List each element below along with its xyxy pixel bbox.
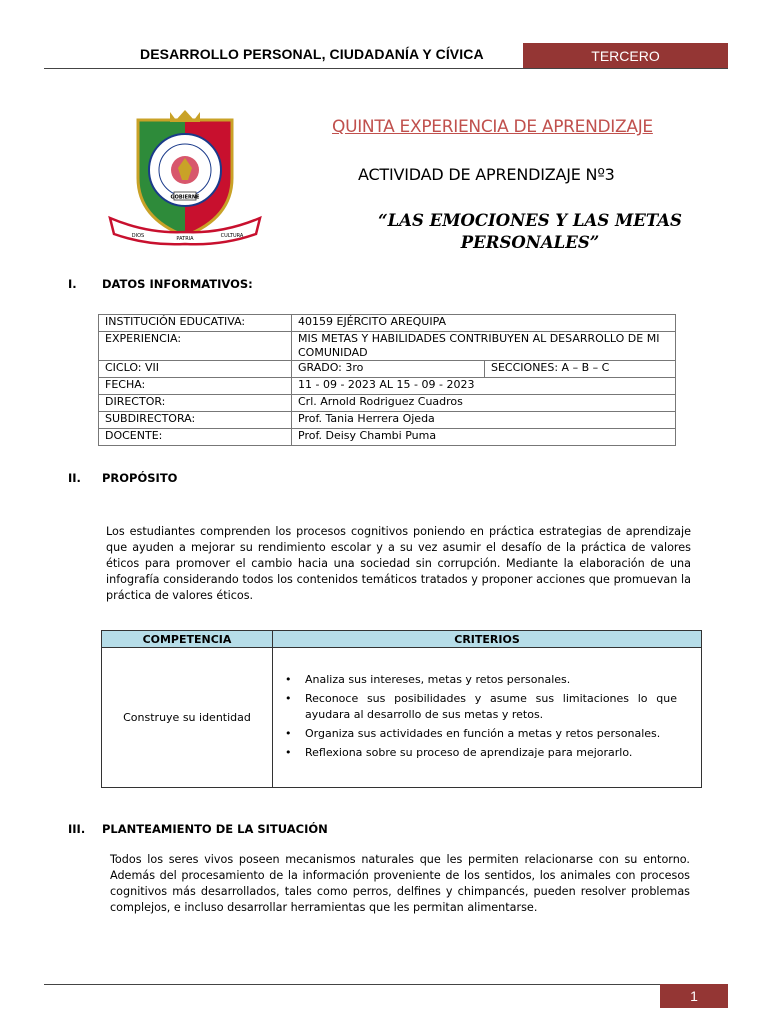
ribbon-word-3: CULTURA: [220, 233, 244, 239]
footer-divider: [44, 984, 664, 985]
purpose-paragraph: Los estudiantes comprenden los procesos cognitivos poniendo en práctica estrategias de aprendizaje que ayuden a mejorar su rendimiento escolar y a su vez asumir el desafío de la práctica de valores éticos para promover el cambio hacia una sociedad sin corrupción. Mediante la elaboración de una infografía considerando todos los contenidos temáticos tratados y proponer acciones que promuevan la práctica de valores éticos.: [106, 525, 691, 602]
label-cell: SUBDIRECTORA:: [99, 412, 292, 429]
section-1-number: I.: [68, 277, 77, 291]
list-item: • Organiza sus actividades en función a metas y retos personales.: [285, 726, 677, 742]
label-cell: EXPERIENCIA:: [99, 332, 292, 361]
criteria-cell: [273, 648, 702, 788]
experience-title: QUINTA EXPERIENCIA DE APRENDIZAJE: [332, 117, 653, 137]
competency-table: [101, 630, 702, 788]
value-cell: Prof. Deisy Chambi Puma: [292, 429, 676, 446]
table-header-row: [102, 631, 702, 648]
table-row: [99, 412, 676, 429]
section-3-heading: PLANTEAMIENTO DE LA SITUACIÓN: [102, 822, 328, 836]
ribbon-word-1: DIOS: [131, 233, 145, 239]
value-cell: 11 - 09 - 2023 AL 15 - 09 - 2023: [292, 378, 676, 395]
situation-paragraph: Todos los seres vivos poseen mecanismos naturales que les permiten relacionarse con su entorno. Además del procesamiento de la información proveniente de los sentidos, los animales con procesos cognitivos más desarrollados, tales como perros, delfines y chimpancés, pueden resolver problemas complejos, e incluso desarrollar herramientas que les permitan alimentarse.: [110, 853, 690, 914]
table-row: [99, 378, 676, 395]
competency-cell: Construye su identidad: [102, 648, 273, 788]
list-item: • Reconoce sus posibilidades y asume sus limitaciones lo que ayudara al desarrollo de sus metas y retos.: [285, 691, 677, 723]
table-row: [99, 361, 676, 378]
school-crest-logo: [108, 108, 262, 246]
table-row: [102, 648, 702, 788]
label-cell: INSTITUCIÓN EDUCATIVA:: [99, 315, 292, 332]
column-header: CRITERIOS: [273, 631, 702, 648]
table-row: [99, 315, 676, 332]
ribbon-word-2: PATRIA: [176, 236, 194, 242]
informative-data-table: [98, 314, 676, 446]
section-3-number: III.: [68, 822, 86, 836]
label-cell: DIRECTOR:: [99, 395, 292, 412]
criteria-list: [273, 664, 701, 772]
label-cell: CICLO: VII: [99, 361, 292, 378]
list-item: • Reflexiona sobre su proceso de aprendizaje para mejorarlo.: [285, 745, 677, 761]
table-row: [99, 429, 676, 446]
value-cell: MIS METAS Y HABILIDADES CONTRIBUYEN AL DESARROLLO DE MI COMUNIDAD: [292, 332, 676, 361]
value-cell: Crl. Arnold Rodriguez Cuadros: [292, 395, 676, 412]
label-cell: FECHA:: [99, 378, 292, 395]
section-2-heading: PROPÓSITO: [102, 471, 178, 485]
table-row: [99, 332, 676, 361]
table-row: [99, 395, 676, 412]
value-cell: GRADO: 3ro: [292, 361, 485, 378]
section-2-number: II.: [68, 471, 81, 485]
label-cell: DOCENTE:: [99, 429, 292, 446]
activity-theme-quote: “LAS EMOCIONES Y LAS METAS PERSONALES”: [378, 211, 682, 252]
value-cell: Prof. Tania Herrera Ojeda: [292, 412, 676, 429]
list-item: • Analiza sus intereses, metas y retos personales.: [285, 672, 677, 688]
section-1-heading: DATOS INFORMATIVOS:: [102, 277, 253, 291]
activity-title: ACTIVIDAD DE APRENDIZAJE Nº3: [358, 165, 615, 184]
page-number: 1: [660, 984, 728, 1008]
document-subject: DESARROLLO PERSONAL, CIUDADANÍA Y CÍVICA: [140, 46, 484, 62]
value-cell: 40159 EJÉRCITO AREQUIPA: [292, 315, 676, 332]
ribbon-center-text: GOBIERNE: [170, 194, 200, 201]
value-cell: SECCIONES: A – B – C: [485, 361, 676, 378]
header-divider: [44, 68, 728, 69]
grade-badge: TERCERO: [523, 43, 728, 69]
column-header: COMPETENCIA: [102, 631, 273, 648]
